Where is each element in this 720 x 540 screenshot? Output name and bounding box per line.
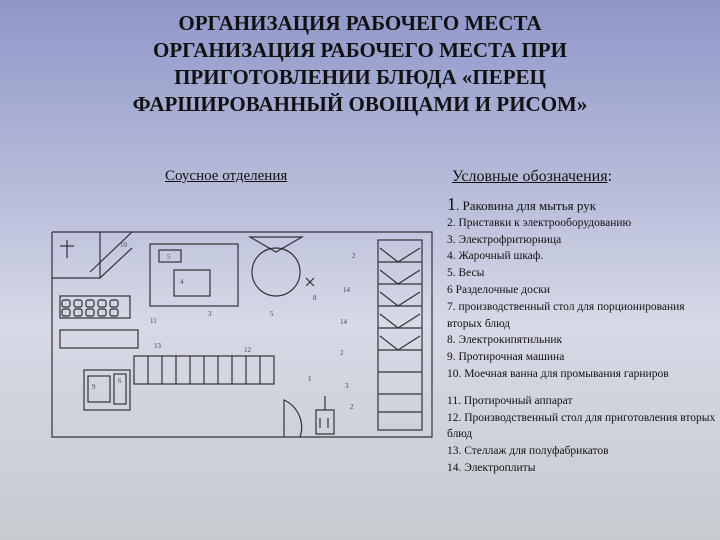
legend-item: 8. Электрокипятильник [447,334,563,347]
legend-item: 10. Моечная ванна для промывания гарниров [447,367,669,380]
plan-label: 1 [308,375,312,383]
legend-item: 5. Весы [447,267,485,280]
legend-item: 9. Протирочная машина [447,351,565,364]
boards-grid [60,296,130,318]
plan-label: 2 [352,252,356,260]
title-line-1: ОРГАНИЗАЦИЯ РАБОЧЕГО МЕСТА [178,11,542,35]
boiler-funnel [250,237,302,252]
plan-label: 14 [343,286,350,294]
legend-item: 2. Приставки к электрооборудованию [447,216,632,229]
legend-item: 14. Электроплиты [447,461,536,474]
title-line-3: ПРИГОТОВЛЕНИИ БЛЮДА «ПЕРЕЦ [174,65,546,89]
legend-item: 4. Жарочный шкаф. [447,250,544,263]
section-label: Соусное отделения [165,168,288,184]
boiler-circle [252,248,300,296]
washing-bath [52,232,100,278]
plan-label: 9 [92,383,96,391]
rack-13 [134,356,274,384]
legend-item: 13. Стеллаж для полуфабрикатов [447,445,609,458]
plan-label: 8 [313,294,317,302]
wiping-table [60,330,138,348]
door-swing [90,232,132,272]
plan-label: 5 [167,253,171,261]
legend-item: 7. производственный стол для порционирования вторых блюд [447,300,685,330]
title-line-2: ОРГАНИЗАЦИЯ РАБОЧЕГО МЕСТА ПРИ [153,38,567,62]
door [284,400,302,437]
plan-label: 2 [340,349,344,357]
plan-label: 4 [180,278,184,286]
title-line-4: ФАРШИРОВАННЫЙ ОВОЩАМИ И РИСОМ» [132,92,588,116]
plan-label: 5 [270,310,274,318]
legend-item: 1. Раковина для мытья рук [447,194,597,214]
plan-label: 11 [150,317,157,325]
plan-label: 14 [340,318,347,326]
stove-column [378,240,422,430]
plan-label: 3 [208,310,212,318]
equipment-block [150,244,238,306]
plan-label: 13 [154,342,161,350]
plan-label: 10 [120,241,127,249]
plan-label: 6 [118,377,122,385]
room-wall [52,232,432,437]
legend-item: 12. Производственный стол для приготовления вторых блюд [447,411,716,441]
plan-label: 2 [350,403,354,411]
legend-colon: : [607,168,613,185]
door-swing [100,248,132,278]
hand-sink [316,410,334,434]
legend-item: 11. Протирочный аппарат [447,394,573,407]
legend-title: Условные обозначения [452,168,608,185]
plan-label: 3 [345,382,349,390]
plan-label: 12 [244,346,251,354]
legend-item: 3. Электрофритюрница [447,233,562,246]
legend-item: 6 Разделочные доски [447,283,550,296]
